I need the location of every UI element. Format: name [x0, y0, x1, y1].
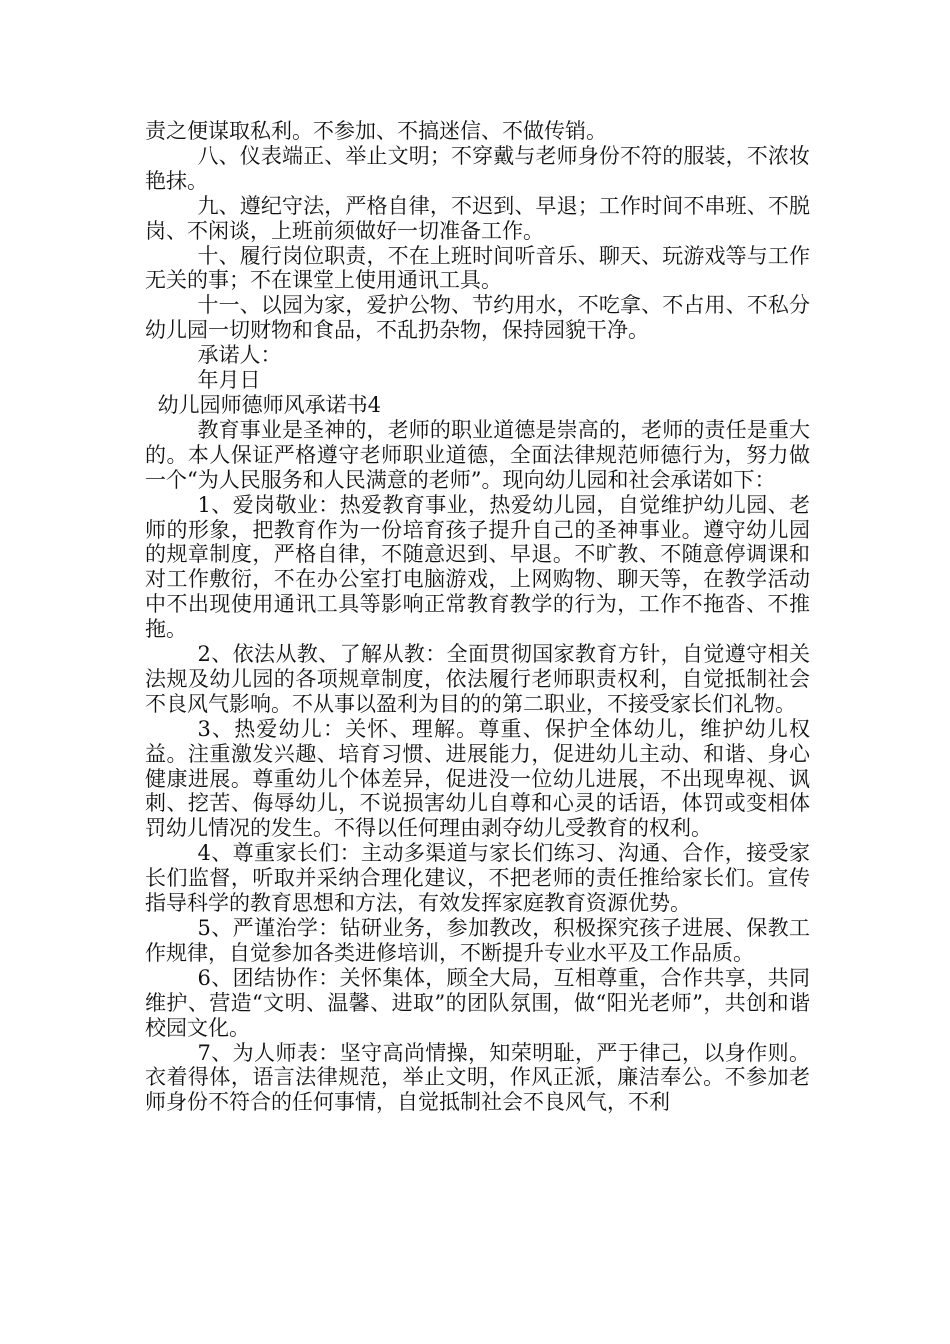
- paragraph: 2、依法从教、了解从教：全面贯彻国家教育方针，自觉遵守相关法规及幼儿园的各项规章制度，依法履行老师职责权利，自觉抵制社会不良风气影响。不从事以盈利为目的的第二职业，不接受家长们礼物。: [145, 642, 810, 716]
- paragraph: 十、履行岗位职责，不在上班时间听音乐、聊天、玩游戏等与工作无关的事；不在课堂上使用通讯工具。: [145, 243, 810, 293]
- paragraph: 十一、以园为家，爱护公物、节约用水，不吃拿、不占用、不私分幼儿园一切财物和食品，不乱扔杂物，保持园貌干净。: [145, 293, 810, 343]
- paragraph: 7、为人师表：坚守高尚情操，知荣明耻，严于律己，以身作则。衣着得体，语言法律规范，举止文明，作风正派，廉洁奉公。不参加老师身份不符合的任何事情，自觉抵制社会不良风气，不利: [145, 1040, 810, 1115]
- paragraph: 教育事业是圣神的，老师的职业道德是崇高的，老师的责任是重大的。本人保证严格遵守老师职业道德，全面法律规范师德行为，努力做一个“为人民服务和人民满意的老师”。现向幼儿园和社会承诺如下：: [145, 417, 810, 492]
- paragraph: 3、热爱幼儿：关怀、理解。尊重、保护全体幼儿，维护幼儿权益。注重激发兴趣、培育习惯、进展能力，促进幼儿主动、和谐、身心健康进展。尊重幼儿个体差异，促进没一位幼儿进展，不出现卑视、讽刺、挖苦、侮辱幼儿，不说损害幼儿自尊和心灵的话语，体罚或变相体罚幼儿情况的发生。不得以任何理由剥夺幼儿受教育的权利。: [145, 716, 810, 841]
- date-label: 年月日: [197, 368, 261, 393]
- paragraph: 4、尊重家长们：主动多渠道与家长们练习、沟通、合作，接受家长们监督，听取并采纳合理化建议，不把老师的责任推给家长们。宣传指导科学的教育思想和方法，有效发挥家庭教育资源优势。: [145, 841, 810, 916]
- paragraph: 八、仪表端正、举止文明；不穿戴与老师身份不符的服装，不浓妆艳抹。: [145, 143, 810, 193]
- paragraph: 5、严谨治学：钻研业务，参加教改，积极探究孩子进展、保教工作规律，自觉参加各类进修培训，不断提升专业水平及工作品质。: [145, 916, 810, 965]
- section-title: 幼儿园师德师风承诺书4: [157, 392, 381, 417]
- paragraph: 九、遵纪守法，严格自律，不迟到、早退；工作时间不串班、不脱岗、不闲谈，上班前须做好一切准备工作。: [145, 193, 810, 243]
- paragraph: 6、团结协作：关怀集体，顾全大局，互相尊重，合作共享，共同维护、营造“文明、温馨、进取”的团队氛围，做“阳光老师”，共创和谐校园文化。: [145, 965, 810, 1040]
- paragraph: 1、爱岗敬业：热爱教育事业，热爱幼儿园，自觉维护幼儿园、老师的形象，把教育作为一份培育孩子提升自己的圣神事业。遵守幼儿园的规章制度，严格自律，不随意迟到、早退。不旷教、不随意停调课和对工作敷衍，不在办公室打电脑游戏，上网购物、聊天等，在教学活动中不出现使用通讯工具等影响正常教育教学的行为，工作不拖沓、不推拖。: [145, 492, 810, 642]
- paragraph: 责之便谋取私利。不参加、不搞迷信、不做传销。: [145, 119, 607, 143]
- document-page: [145, 119, 810, 1115]
- signature-label: 承诺人：: [197, 343, 282, 368]
